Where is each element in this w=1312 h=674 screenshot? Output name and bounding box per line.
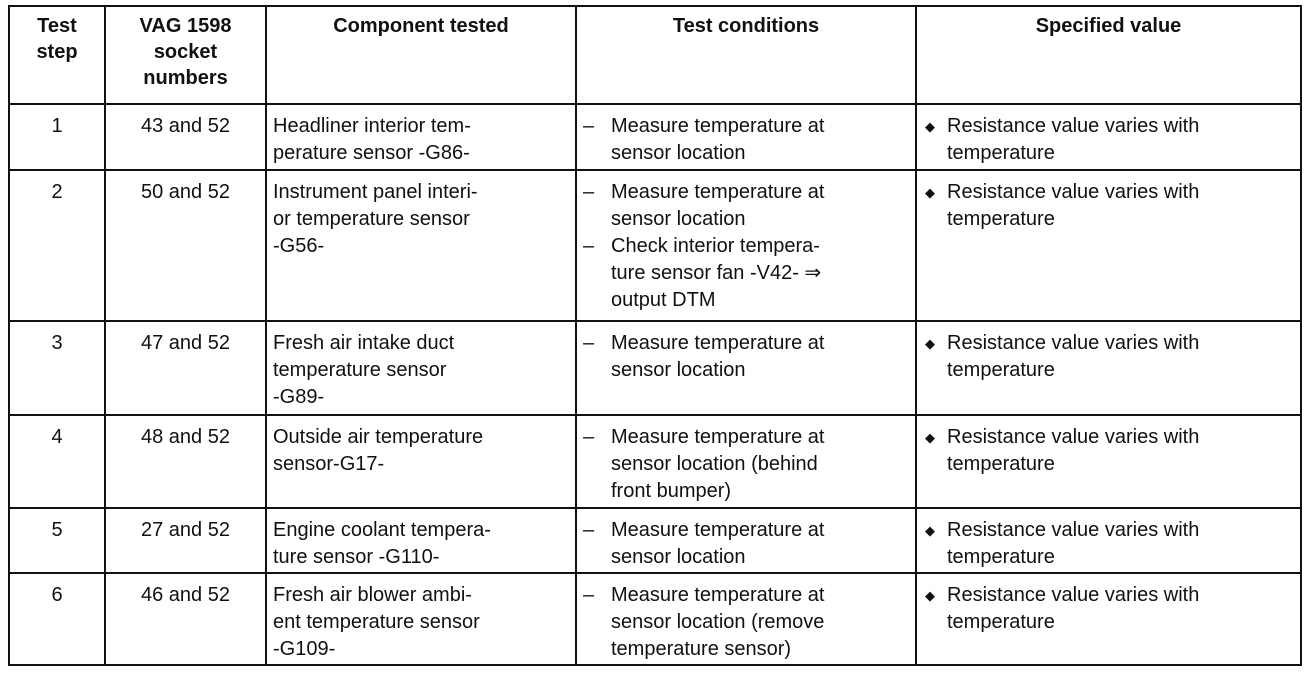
specified-line: temperature bbox=[947, 142, 1055, 164]
specified-text bbox=[947, 179, 1199, 233]
component-line: or temperature sensor bbox=[273, 208, 470, 231]
test-step-value: 5 bbox=[51, 519, 63, 542]
component-line: -G89- bbox=[273, 386, 325, 409]
component-text bbox=[273, 322, 571, 411]
cell-test-step bbox=[9, 321, 105, 415]
test-step-value: 6 bbox=[51, 584, 63, 607]
component-line: -G109- bbox=[273, 638, 336, 661]
condition-text bbox=[611, 517, 824, 571]
cell-socket-numbers bbox=[105, 415, 266, 509]
test-step-value: 2 bbox=[51, 181, 63, 204]
conditions-list bbox=[577, 171, 915, 314]
cell-test-step bbox=[9, 104, 105, 170]
component-line: ture sensor -G110- bbox=[273, 546, 440, 569]
cell-test-conditions bbox=[576, 104, 916, 170]
header-test-step bbox=[9, 6, 105, 104]
cell-test-conditions bbox=[576, 321, 916, 415]
specified-line: temperature bbox=[947, 452, 1055, 475]
dash-marker: – bbox=[583, 584, 595, 607]
component-line: Engine coolant tempera- bbox=[273, 519, 491, 542]
condition-text bbox=[611, 424, 824, 505]
specified-line: temperature bbox=[947, 546, 1055, 569]
cell-test-conditions bbox=[576, 415, 916, 509]
header-socket-line: socket bbox=[153, 41, 218, 63]
header-component-tested: Component tested bbox=[266, 6, 576, 104]
condition-line: sensor location bbox=[611, 142, 746, 164]
cell-specified-value bbox=[916, 170, 1301, 321]
header-test-step-line: step bbox=[36, 41, 78, 63]
specified-text bbox=[947, 330, 1199, 384]
diamond-bullet-icon: ◆ bbox=[925, 119, 935, 134]
conditions-list bbox=[577, 416, 915, 505]
condition-line: Measure temperature at bbox=[611, 519, 825, 542]
header-test-conditions: Test conditions bbox=[576, 6, 916, 104]
component-line: Fresh air intake duct bbox=[273, 332, 455, 355]
socket-numbers-value: 46 and 52 bbox=[141, 584, 230, 607]
dash-marker: – bbox=[583, 519, 595, 542]
condition-text bbox=[611, 233, 821, 314]
specified-line: Resistance value varies with bbox=[947, 181, 1200, 204]
conditions-list bbox=[577, 574, 915, 663]
table-row bbox=[9, 321, 1301, 415]
component-line: Fresh air blower ambi- bbox=[273, 584, 472, 607]
condition-item bbox=[577, 233, 915, 314]
test-step-value: 3 bbox=[51, 332, 63, 355]
dash-marker: – bbox=[583, 425, 595, 448]
cell-specified-value bbox=[916, 415, 1301, 509]
table-body bbox=[9, 104, 1301, 665]
cell-test-step bbox=[9, 170, 105, 321]
conditions-list bbox=[577, 322, 915, 384]
specified-line: Resistance value varies with bbox=[947, 332, 1200, 355]
condition-item bbox=[577, 424, 915, 505]
component-line: Instrument panel interi- bbox=[273, 181, 478, 204]
table-row bbox=[9, 573, 1301, 665]
specified-line: temperature bbox=[947, 359, 1055, 382]
cell-component-tested bbox=[266, 321, 576, 415]
condition-line: output DTM bbox=[611, 289, 716, 312]
cell-component-tested bbox=[266, 508, 576, 573]
condition-item bbox=[577, 330, 915, 384]
condition-item bbox=[577, 582, 915, 663]
component-text bbox=[273, 509, 571, 571]
test-step-value: 1 bbox=[51, 115, 63, 137]
cell-specified-value bbox=[916, 104, 1301, 170]
condition-item bbox=[577, 179, 915, 233]
component-line: Headliner interior tem- bbox=[273, 115, 471, 137]
condition-line: sensor location bbox=[611, 208, 746, 231]
specified-text bbox=[947, 582, 1199, 636]
condition-line: front bumper) bbox=[611, 479, 732, 502]
cell-specified-value bbox=[916, 508, 1301, 573]
cell-test-step bbox=[9, 508, 105, 573]
specified-item bbox=[917, 574, 1300, 636]
component-line: Outside air temperature bbox=[273, 425, 484, 448]
condition-line: sensor location (behind bbox=[611, 452, 818, 475]
specified-text bbox=[947, 113, 1199, 167]
dash-marker: – bbox=[583, 115, 595, 137]
component-line: -G56- bbox=[273, 235, 325, 258]
cell-component-tested bbox=[266, 170, 576, 321]
cell-specified-value bbox=[916, 321, 1301, 415]
specified-line: Resistance value varies with bbox=[947, 519, 1200, 542]
condition-text bbox=[611, 582, 824, 663]
condition-line: temperature sensor) bbox=[611, 638, 792, 661]
dash-marker: – bbox=[583, 181, 595, 204]
condition-line: ture sensor fan -V42- ⇒ bbox=[611, 262, 822, 285]
condition-item bbox=[577, 517, 915, 571]
component-line: ent temperature sensor bbox=[273, 611, 480, 634]
diamond-bullet-icon: ◆ bbox=[925, 429, 935, 445]
cell-socket-numbers bbox=[105, 104, 266, 170]
diamond-bullet-icon: ◆ bbox=[925, 523, 935, 539]
component-line: perature sensor -G86- bbox=[273, 142, 470, 164]
condition-text bbox=[611, 113, 824, 167]
cell-test-conditions bbox=[576, 573, 916, 665]
condition-text bbox=[611, 179, 824, 233]
condition-line: Measure temperature at bbox=[611, 584, 825, 607]
condition-line: Check interior tempera- bbox=[611, 235, 820, 258]
diamond-bullet-icon: ◆ bbox=[925, 588, 935, 604]
component-text bbox=[273, 416, 571, 478]
socket-numbers-value: 27 and 52 bbox=[141, 519, 230, 542]
table-row bbox=[9, 104, 1301, 170]
condition-line: sensor location (remove bbox=[611, 611, 825, 634]
component-text bbox=[273, 171, 571, 260]
dash-marker: – bbox=[583, 235, 595, 258]
conditions-list bbox=[577, 105, 915, 167]
diamond-bullet-icon: ◆ bbox=[925, 336, 935, 352]
conditions-list bbox=[577, 509, 915, 571]
cell-component-tested bbox=[266, 104, 576, 170]
component-line: sensor-G17- bbox=[273, 452, 385, 475]
specified-item bbox=[917, 105, 1300, 167]
specified-item bbox=[917, 416, 1300, 478]
condition-text bbox=[611, 330, 824, 384]
specified-text bbox=[947, 517, 1199, 571]
specified-item bbox=[917, 509, 1300, 571]
cell-socket-numbers bbox=[105, 170, 266, 321]
header-row bbox=[9, 6, 1301, 104]
condition-line: Measure temperature at bbox=[611, 181, 825, 204]
cell-test-conditions bbox=[576, 170, 916, 321]
test-table bbox=[8, 5, 1302, 666]
dash-marker: – bbox=[583, 332, 595, 355]
table-row bbox=[9, 508, 1301, 573]
cell-socket-numbers bbox=[105, 508, 266, 573]
specified-line: temperature bbox=[947, 611, 1055, 634]
header-socket-numbers bbox=[105, 6, 266, 104]
component-line: temperature sensor bbox=[273, 359, 447, 382]
socket-numbers-value: 47 and 52 bbox=[141, 332, 230, 355]
cell-component-tested bbox=[266, 415, 576, 509]
specified-line: Resistance value varies with bbox=[947, 584, 1200, 607]
table-row bbox=[9, 415, 1301, 509]
condition-line: Measure temperature at bbox=[611, 332, 825, 355]
cell-component-tested bbox=[266, 573, 576, 665]
specified-line: Resistance value varies with bbox=[947, 425, 1200, 448]
cell-socket-numbers bbox=[105, 573, 266, 665]
header-socket-line: VAG 1598 bbox=[139, 15, 232, 37]
cell-specified-value bbox=[916, 573, 1301, 665]
header-test-step-line: Test bbox=[37, 15, 77, 37]
cell-test-step bbox=[9, 415, 105, 509]
socket-numbers-value: 50 and 52 bbox=[141, 181, 230, 204]
specified-item bbox=[917, 171, 1300, 233]
socket-numbers-value: 48 and 52 bbox=[141, 425, 230, 448]
table-row bbox=[9, 170, 1301, 321]
specified-line: temperature bbox=[947, 208, 1055, 231]
header-socket-line: numbers bbox=[143, 67, 228, 89]
condition-line: Measure temperature at bbox=[611, 425, 825, 448]
specified-item bbox=[917, 322, 1300, 384]
condition-line: sensor location bbox=[611, 359, 746, 382]
test-step-value: 4 bbox=[51, 425, 63, 448]
condition-line: Measure temperature at bbox=[611, 115, 825, 137]
diamond-bullet-icon: ◆ bbox=[925, 185, 935, 201]
component-text bbox=[273, 105, 571, 167]
cell-test-step bbox=[9, 573, 105, 665]
cell-test-conditions bbox=[576, 508, 916, 573]
condition-line: sensor location bbox=[611, 546, 746, 569]
specified-line: Resistance value varies with bbox=[947, 115, 1200, 137]
socket-numbers-value: 43 and 52 bbox=[141, 115, 230, 137]
specified-text bbox=[947, 424, 1199, 478]
header-specified-value: Specified value bbox=[916, 6, 1301, 104]
cell-socket-numbers bbox=[105, 321, 266, 415]
component-text bbox=[273, 574, 571, 663]
condition-item bbox=[577, 113, 915, 167]
